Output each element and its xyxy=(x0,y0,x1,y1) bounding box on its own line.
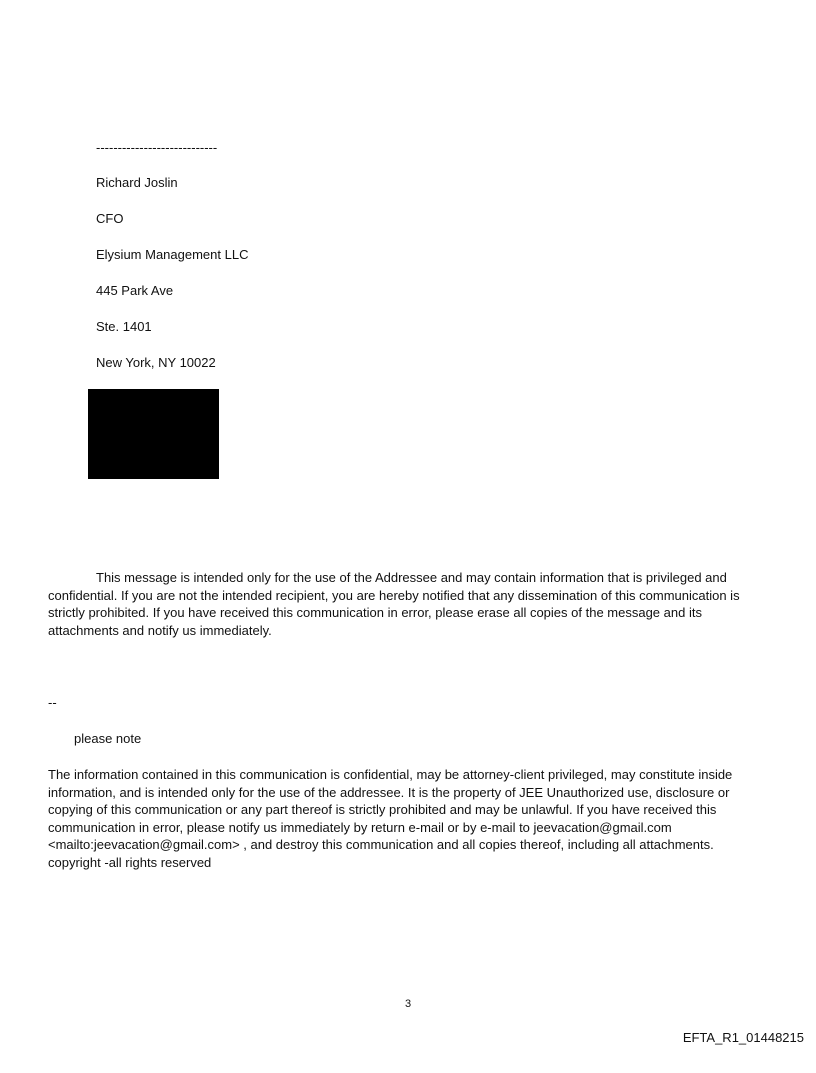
document-id: EFTA_R1_01448215 xyxy=(682,1030,804,1045)
signature-name: Richard Joslin xyxy=(96,175,178,190)
signature-delimiter: -- xyxy=(48,695,57,710)
legal-disclaimer: The information contained in this communication is confidential, may be attorney-client privileged, may constitute inside information, and is intended only for the use of the addressee. It is the property of JEE Unauthorized use, disclosure or copying of this communication or any part thereof is strictly prohibited and may be unlawful. If you have received this communication in error, please notify us immediately by return e-mail or by e-mail to jeevacation@gmail.com <mailto:jeevacation@gmail.com> , and destroy this communication and all copies thereof, including all attachments. copyright -all rights reserved xyxy=(48,767,733,870)
page-number: 3 xyxy=(404,998,412,1010)
signature-separator: ---------------------------- xyxy=(96,140,218,155)
redaction-block xyxy=(88,389,219,479)
signature-city-state-zip: New York, NY 10022 xyxy=(96,355,216,370)
confidentiality-disclaimer: This message is intended only for the use of the Addressee and may contain information that is privileged and confidential. If you are not the intended recipient, you are hereby notified that any dissemination of this communication is strictly prohibited. If you have received this communication in error, please erase all copies of the message and its attachments and notify us immediately. xyxy=(48,570,740,638)
signature-address-line2: Ste. 1401 xyxy=(96,319,152,334)
note-heading: please note xyxy=(74,731,142,746)
signature-company: Elysium Management LLC xyxy=(96,247,249,262)
signature-address-line1: 445 Park Ave xyxy=(96,283,174,298)
signature-title: CFO xyxy=(96,211,124,226)
